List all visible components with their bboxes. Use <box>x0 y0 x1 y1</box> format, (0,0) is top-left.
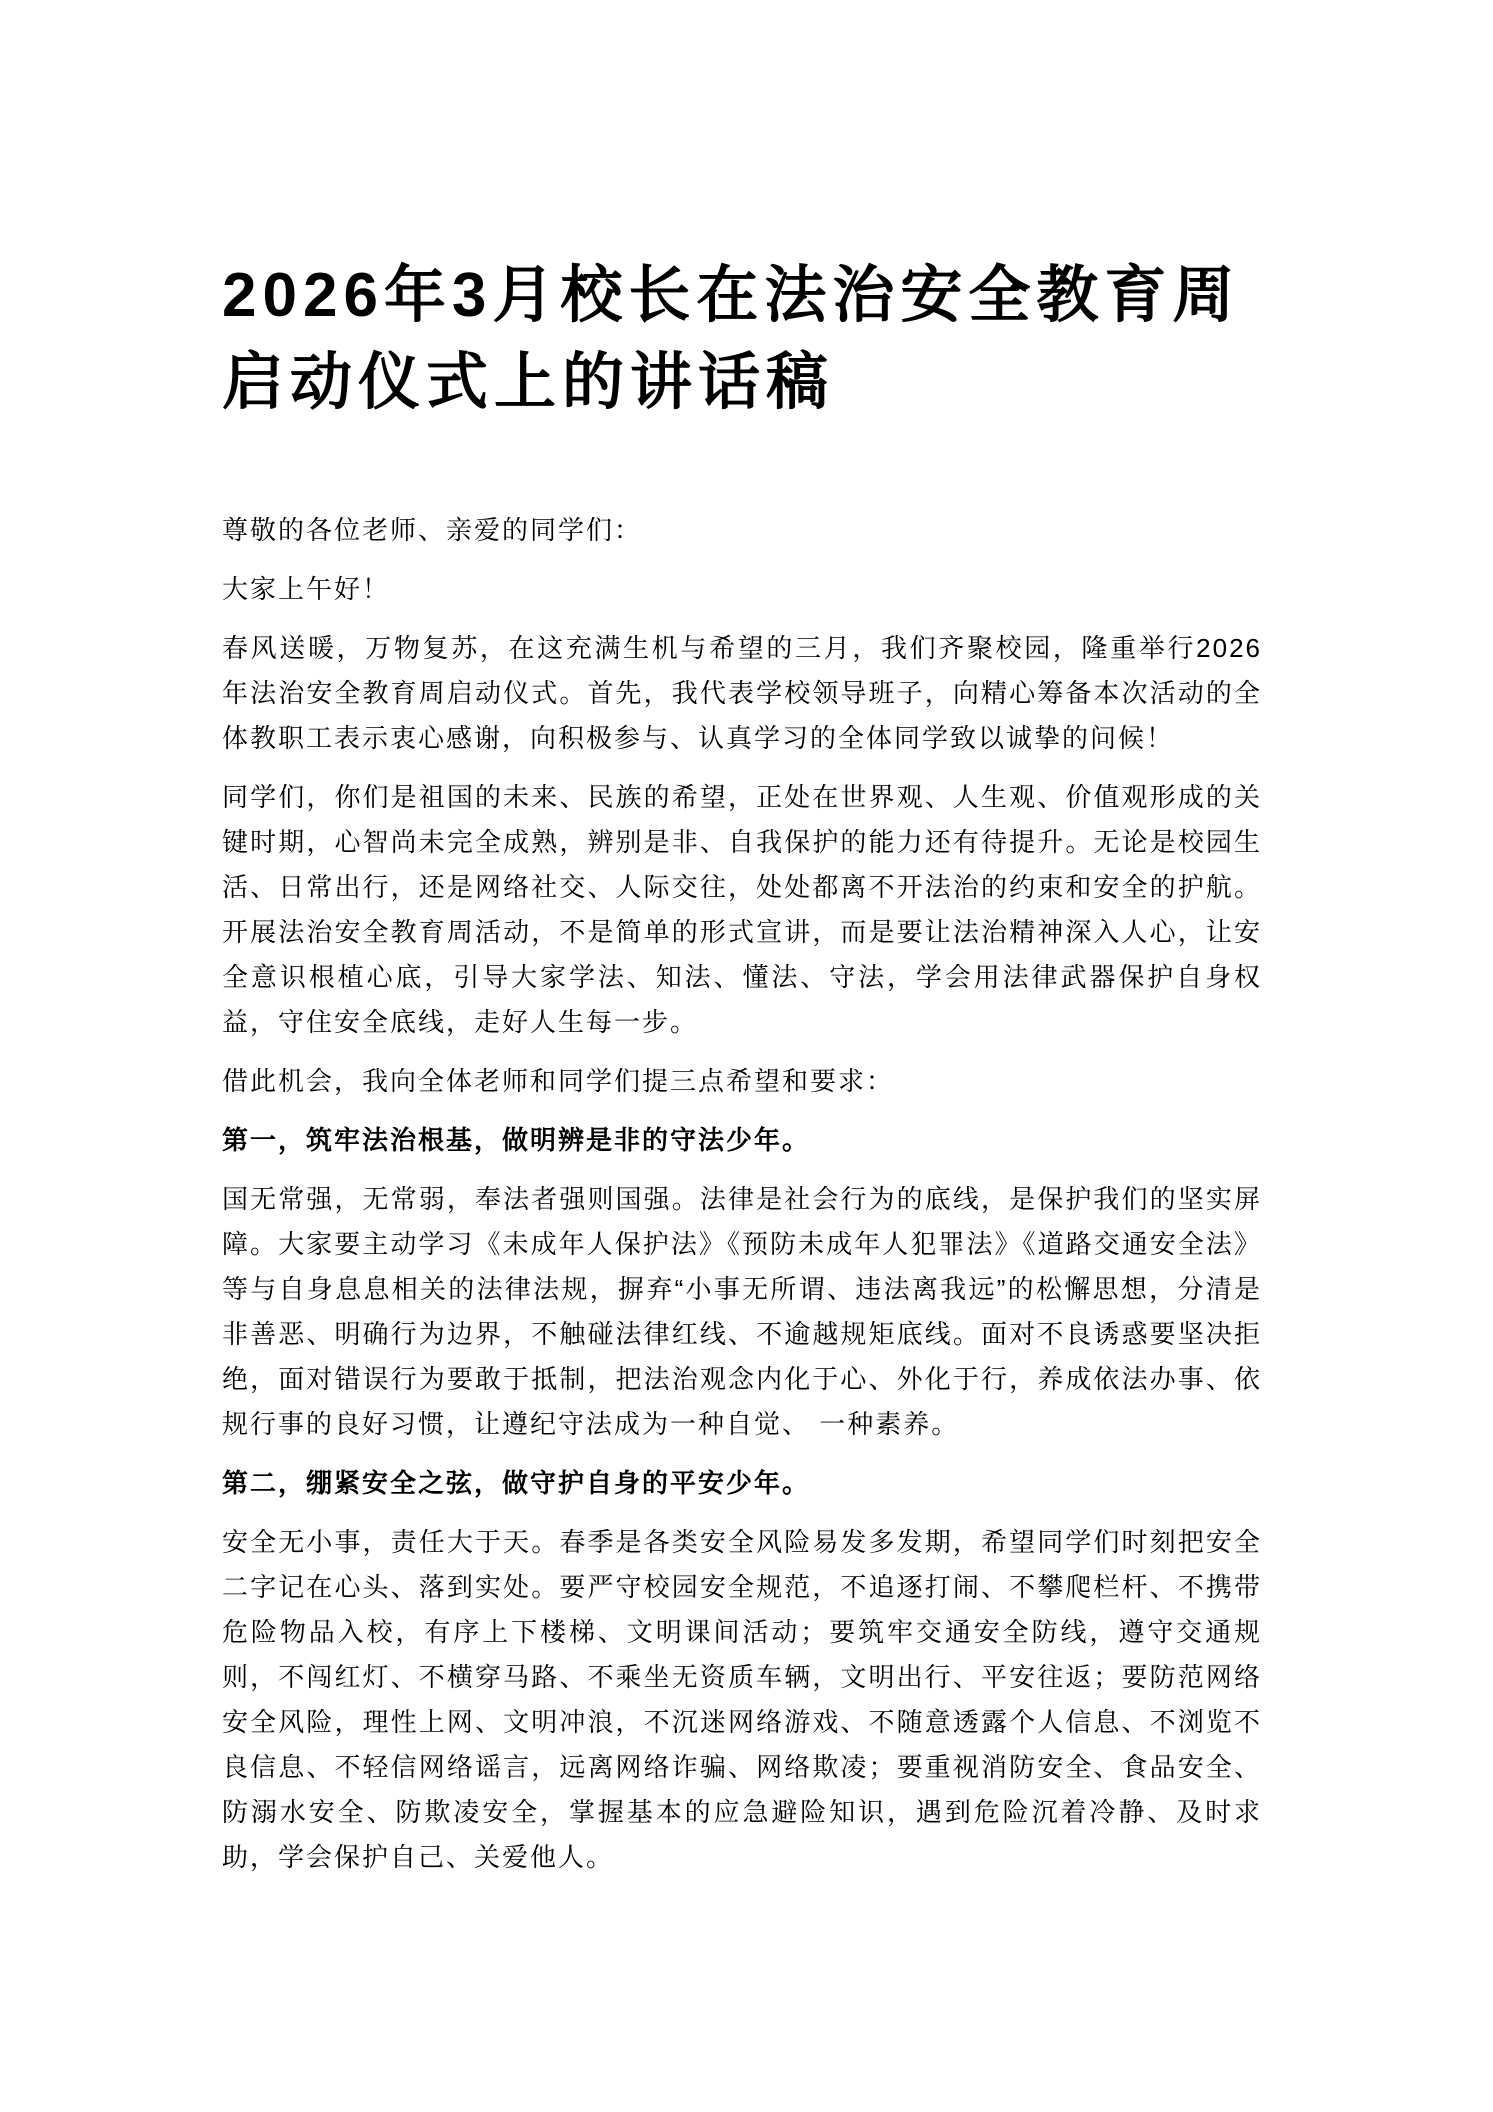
paragraph-first-point-body: 国无常强，无常弱，奉法者强则国强。法律是社会行为的底线，是保护我们的坚实屏障。大家要主动学习《未成年人保护法》《预防未成年人犯罪法》《道路交通安全法》等与自身息息相关的法律法规，摒弃“小事无所谓、违法离我远”的松懈思想，分清是非善恶、明确行为边界，不触碰法律红线、不逾越规矩底线。面对不良诱惑要坚决拒绝，面对错误行为要敢于抵制，把法治观念内化于心、外化于行，养成依法办事、依规行事的良好习惯，让遵纪守法成为一种自觉、 一种素养。 <box>222 1184 1262 1439</box>
paragraph-significance: 同学们，你们是祖国的未来、民族的希望，正处在世界观、人生观、价值观形成的关键时期，心智尚未完全成熟，辨别是非、自我保护的能力还有待提升。无论是校园生活、日常出行，还是网络社交、人际交往，处处都离不开法治的约束和安全的护航。开展法治安全教育周活动，不是简单的形式宣讲，而是要让法治精神深入人心，让安全意识根植心底，引导大家学法、知法、懂法、守法，学会用法律武器保护自身权益，守住安全底线，走好人生每一步。 <box>222 782 1262 1037</box>
document-content <box>222 0 1262 1894</box>
paragraph-opening: 春风送暖，万物复苏，在这充满生机与希望的三月，我们齐聚校园，隆重举行2026年法治安全教育周启动仪式。首先，我代表学校领导班子，向精心筹备本次活动的全体教职工表示衷心感谢，向积极参与、认真学习的全体同学致以诚挚的问候！ <box>222 633 1262 753</box>
paragraph-second-point-body: 安全无小事，责任大于天。春季是各类安全风险易发多发期，希望同学们时刻把安全二字记在心头、落到实处。要严守校园安全规范，不追逐打闹、不攀爬栏杆、不携带危险物品入校，有序上下楼梯、文明课间活动；要筑牢交通安全防线，遵守交通规则，不闯红灯、不横穿马路、不乘坐无资质车辆，文明出行、平安往返；要防范网络安全风险，理性上网、文明冲浪，不沉迷网络游戏、不随意透露个人信息、不浏览不良信息、不轻信网络谣言，远离网络诈骗、网络欺凌；要重视消防安全、食品安全、防溺水安全、防欺凌安全，掌握基本的应急避险知识，遇到危险沉着冷静、及时求助，学会保护自己、关爱他人。 <box>222 1527 1262 1872</box>
heading-second-point: 第二，绷紧安全之弦，做守护自身的平安少年。 <box>222 1468 811 1498</box>
paragraph-salutation: 尊敬的各位老师、亲爱的同学们： <box>222 515 643 545</box>
paragraph-greeting: 大家上午好！ <box>222 574 391 604</box>
document-title: 2026年3月校长在法治安全教育周启动仪式上的讲话稿 <box>222 261 1241 417</box>
heading-first-point: 第一，筑牢法治根基，做明辨是非的守法少年。 <box>222 1125 811 1155</box>
paragraph-three-requirements-intro: 借此机会，我向全体老师和同学们提三点希望和要求： <box>222 1066 895 1096</box>
